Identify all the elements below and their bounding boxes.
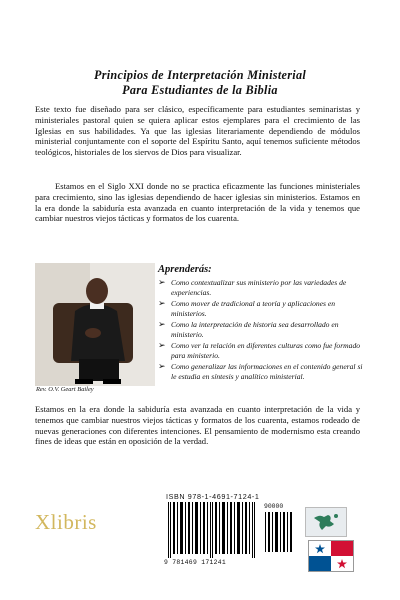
learning-heading: Aprenderás:: [158, 264, 212, 275]
arrow-bullet-icon: ➢: [158, 277, 166, 287]
map-icon: [305, 507, 347, 537]
arrow-bullet-icon: ➢: [158, 340, 166, 350]
publisher-logo: Xlibris: [35, 510, 97, 534]
author-photo: [35, 263, 155, 386]
barcode-bars: [164, 502, 260, 558]
panama-flag-icon: [308, 540, 354, 572]
list-item: ➢ Como generalizar las informaciones en el contenido general si le estudia en síntesis y analítico ministerial.: [158, 361, 363, 381]
learning-list: [158, 278, 363, 381]
book-title: [0, 68, 400, 98]
arrow-bullet-icon: ➢: [158, 361, 166, 371]
title-line-2: Para Estudiantes de la Biblia: [122, 83, 278, 97]
intro-paragraph: Este texto fue diseñado para ser clásico, específicamente para estudiantes seminaristas y ministeriales pastoral quien se quiera aplicar estos ejemplares para el crecimiento de las Iglesias en sus habilidades. Ya que las iglesias literariamente dependiendo de módulos ministerial conjuntamente con el soporte del Espíritu Santo, aquí tenemos suficiente métodos teológicos, historiales de los siervos de Dios para visualizar.: [35, 104, 360, 158]
arrow-bullet-icon: ➢: [158, 298, 166, 308]
price-code: 90000: [264, 503, 284, 510]
learning-outcomes: [158, 263, 363, 383]
barcode-digits: 9 781469 171241: [164, 559, 227, 566]
photo-caption: Rev. O.V. Geart Bailey: [36, 386, 94, 393]
isbn-barcode: [164, 492, 296, 568]
arrow-bullet-icon: ➢: [158, 319, 166, 329]
closing-paragraph: Estamos en la era donde la sabiduría esta avanzada en cuanto interpretación de la vida y tenemos que cambiar nuestros viejos tácticas y formatos de los cuarenta, estamos rodeado de nuevas generaciones con diferentes intenciones. El pensamiento de modernismo esta creando fines de ideas que están en oposición de la verdad.: [35, 404, 360, 447]
list-item: ➢ Como ver la relación en diferentes culturas como fue formado para ministerio.: [158, 340, 361, 360]
title-line-1: Principios de Interpretación Ministerial: [93, 68, 307, 82]
list-item: ➢ Como mover de tradicional a teoría y aplicaciones en ministerios.: [158, 298, 336, 318]
isbn-label: ISBN 978-1-4691-7124-1: [166, 492, 260, 501]
list-item: ➢ Como la interpretación de historia sea desarrollado en ministerio.: [158, 319, 339, 339]
second-paragraph: Estamos en el Siglo XXI donde no se practica eficazmente las funciones ministeriales para crecimiento, sino las iglesias dependiendo de hacer iglesias sin ministerios. Estamos en la era donde la sabiduría esta avanzada en cuanto interpretación de la vida y tenemos que cambiar nuestros viejos tácticas y formatos de los cuarenta.: [35, 181, 360, 224]
list-item: ➢ Como contextualizar sus ministerio por las variedades de experiencias.: [158, 277, 347, 297]
price-barcode: [264, 512, 294, 552]
